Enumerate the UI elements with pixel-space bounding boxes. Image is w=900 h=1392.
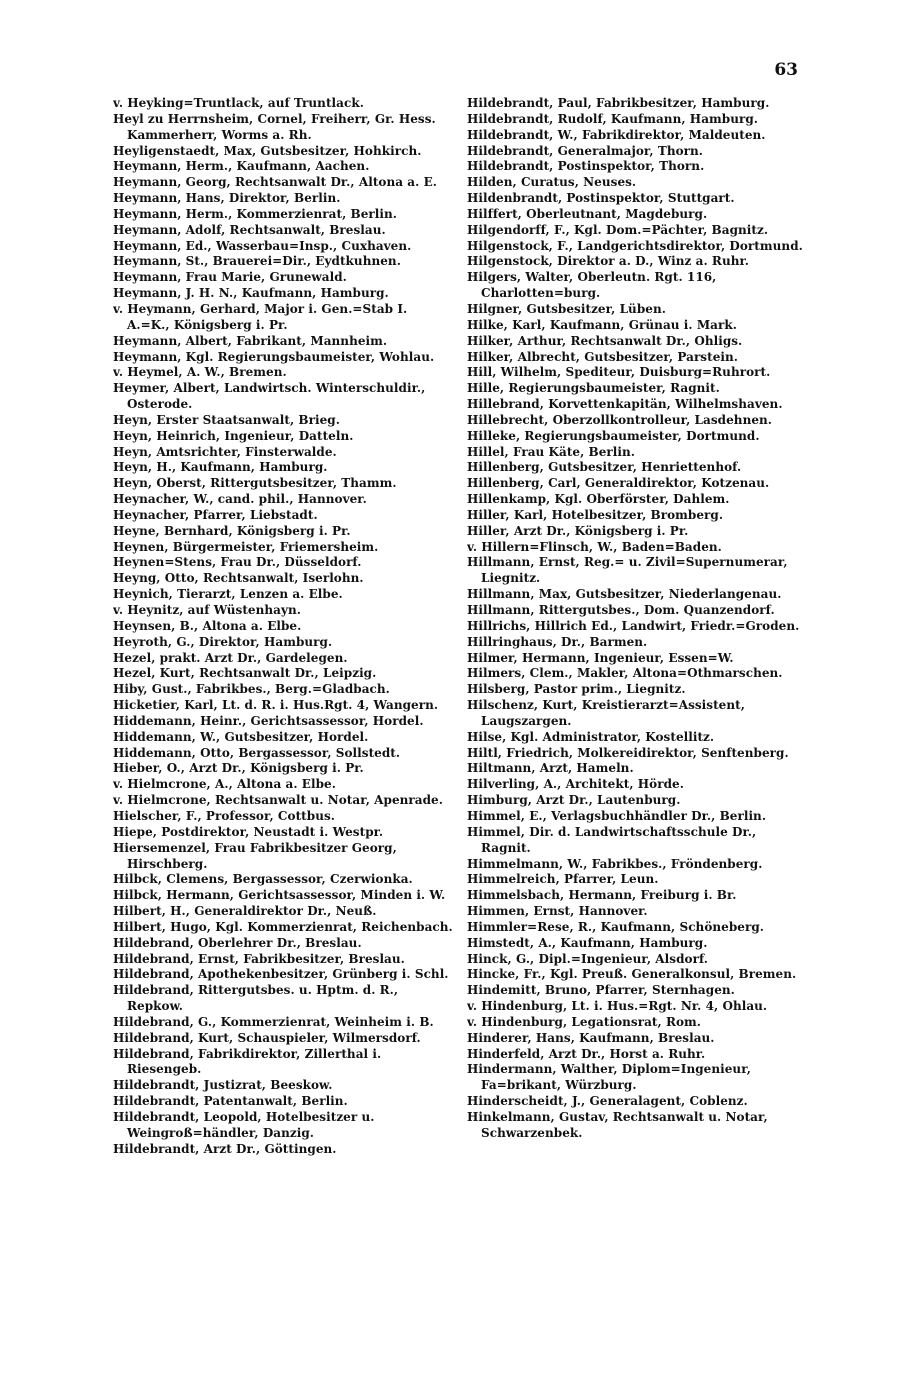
directory-entry: Hildebrandt, Paul, Fabrikbesitzer, Hamburg. (467, 96, 770, 110)
directory-entry: Hiddemann, Heinr., Gerichtsassessor, Hordel. (113, 713, 424, 728)
directory-entry: v. Hielmcrone, A., Altona a. Elbe. (113, 777, 336, 792)
directory-entry: Heyn, Oberst, Rittergutsbesitzer, Thamm. (113, 476, 397, 491)
directory-entry: Hiltl, Friedrich, Molkereidirektor, Senftenberg. (467, 745, 789, 760)
directory-entry: Hillenberg, Carl, Generaldirektor, Kotzenau. (467, 476, 770, 491)
directory-entry: Hillenberg, Gutsbesitzer, Henriettenhof. (467, 460, 742, 475)
directory-entry: Hilse, Kgl. Administrator, Kostellitz. (467, 729, 715, 744)
directory-entry: Hilke, Karl, Kaufmann, Grünau i. Mark. (467, 317, 737, 332)
directory-entry: Heyn, Amtsrichter, Finsterwalde. (113, 444, 337, 459)
directory-entry: Hillel, Frau Käte, Berlin. (467, 444, 636, 459)
directory-entry: Heyn, H., Kaufmann, Hamburg. (113, 460, 328, 475)
directory-entry: Hildebrand, Rittergutsbes. u. Hptm. d. R., Repkow. (113, 983, 399, 1014)
directory-entry: Hiltmann, Arzt, Hameln. (467, 761, 634, 776)
directory-entry: Heyroth, G., Direktor, Hamburg. (113, 634, 333, 649)
directory-entry: Hildebrandt, Justizrat, Beeskow. (113, 1078, 333, 1093)
directory-entry: Heymann, Adolf, Rechtsanwalt, Breslau. (113, 222, 386, 237)
directory-entry: Heymann, Herm., Kaufmann, Aachen. (113, 159, 370, 174)
directory-entry: v. Hindenburg, Legationsrat, Rom. (467, 1014, 701, 1029)
directory-entry: Hildebrandt, W., Fabrikdirektor, Maldeuten. (467, 127, 766, 142)
directory-entry: Hillmann, Max, Gutsbesitzer, Niederlangenau. (467, 587, 782, 602)
directory-entry: Hieber, O., Arzt Dr., Königsberg i. Pr. (113, 761, 364, 776)
directory-entry: Hielscher, F., Professor, Cottbus. (113, 808, 336, 823)
directory-entry: Hildebrand, Ernst, Fabrikbesitzer, Breslau. (113, 951, 405, 966)
directory-entry: Hinderfeld, Arzt Dr., Horst a. Ruhr. (467, 1046, 706, 1061)
directory-entry: Heynsen, B., Altona a. Elbe. (113, 618, 302, 633)
directory-entry: Hillmann, Ernst, Reg.= u. Zivil=Supernumerar, Liegnitz. (467, 555, 788, 586)
directory-entry: Hinkelmann, Gustav, Rechtsanwalt u. Notar, Schwarzenbek. (467, 1110, 768, 1140)
directory-entry: v. Heymann, Gerhard, Major i. Gen.=Stab I. A.=K., Königsberg i. Pr. (113, 301, 408, 332)
directory-entry: v. Hillern=Flinsch, W., Baden=Baden. (467, 539, 722, 554)
directory-entry: Hincke, Fr., Kgl. Preuß. Generalkonsul, Bremen. (467, 967, 797, 982)
directory-entry: Hilbert, H., Generaldirektor Dr., Neuß. (113, 904, 377, 919)
directory-entry: Himmel, Dir. d. Landwirtschaftsschule Dr., Ragnit. (467, 824, 757, 855)
directory-entry: Hillringhaus, Dr., Barmen. (467, 634, 648, 649)
directory-entry: Hilgenstock, F., Landgerichtsdirektor, Dortmund. (467, 238, 803, 253)
directory-entry: Hildebrand, Kurt, Schauspieler, Wilmersdorf. (113, 1030, 421, 1045)
directory-entry: Himburg, Arzt Dr., Lautenburg. (467, 793, 681, 808)
directory-entry: Heymann, Ed., Wasserbau=Insp., Cuxhaven. (113, 238, 412, 253)
directory-entry: Heynacher, W., cand. phil., Hannover. (113, 492, 367, 507)
directory-entry: Hilker, Albrecht, Gutsbesitzer, Parstein. (467, 349, 739, 364)
directory-entry: Himmen, Ernst, Hannover. (467, 904, 648, 919)
left-column (113, 96, 453, 1158)
directory-entry: Heyn, Heinrich, Ingenieur, Datteln. (113, 428, 354, 443)
directory-entry: Hille, Regierungsbaumeister, Ragnit. (467, 381, 720, 396)
directory-entry: Heynen=Stens, Frau Dr., Düsseldorf. (113, 555, 362, 570)
directory-entry: Himstedt, A., Kaufmann, Hamburg. (467, 935, 708, 950)
directory-entry: Heyn, Erster Staatsanwalt, Brieg. (113, 412, 340, 427)
right-column (467, 96, 807, 1142)
directory-entry: Hinderscheidt, J., Generalagent, Coblenz. (467, 1094, 748, 1109)
directory-entry: Hicketier, Karl, Lt. d. R. i. Hus.Rgt. 4, Wangern. (113, 698, 439, 713)
directory-entry: Heymann, J. H. N., Kaufmann, Hamburg. (113, 286, 389, 301)
directory-entry: Hilgendorff, F., Kgl. Dom.=Pächter, Bagnitz. (467, 222, 769, 237)
directory-entry: Heyligenstaedt, Max, Gutsbesitzer, Hohkirch. (113, 143, 422, 158)
directory-entry: Heymann, St., Brauerei=Dir., Eydtkuhnen. (113, 254, 401, 269)
directory-entry: Hiddemann, W., Gutsbesitzer, Hordel. (113, 729, 369, 744)
directory-entry: Heynen, Bürgermeister, Friemersheim. (113, 539, 379, 554)
directory-entry: Hildebrand, Fabrikdirektor, Zillerthal i. Riesengeb. (113, 1046, 382, 1077)
directory-entry: Heyne, Bernhard, Königsberg i. Pr. (113, 523, 351, 538)
directory-entry: Hildebrandt, Postinspektor, Thorn. (467, 159, 705, 174)
directory-entry: Hildebrandt, Leopold, Hotelbesitzer u. Weingroß=händler, Danzig. (113, 1110, 375, 1140)
page-number: 63 (774, 60, 798, 80)
directory-entry: Hilden, Curatus, Neuses. (467, 175, 637, 190)
directory-entry: Himmel, E., Verlagsbuchhändler Dr., Berlin. (467, 808, 767, 823)
directory-entry: Hillebrand, Korvettenkapitän, Wilhelmshaven. (467, 397, 783, 412)
directory-entry: Hilschenz, Kurt, Kreistierarzt=Assistent, Laugszargen. (467, 698, 745, 728)
directory-entry: Hillmann, Rittergutsbes., Dom. Quanzendorf. (467, 603, 775, 617)
directory-entry: Hiepe, Postdirektor, Neustadt i. Westpr. (113, 824, 384, 839)
directory-entry: Hildebrandt, Generalmajor, Thorn. (467, 143, 704, 158)
directory-entry: Heymann, Kgl. Regierungsbaumeister, Wohlau. (113, 349, 435, 364)
directory-entry: Heyng, Otto, Rechtsanwalt, Iserlohn. (113, 571, 364, 586)
directory-entry: Heymann, Albert, Fabrikant, Mannheim. (113, 333, 388, 348)
directory-entry: Himmelmann, W., Fabrikbes., Fröndenberg. (467, 856, 763, 871)
directory-entry: Hindermann, Walther, Diplom=Ingenieur, Fa=brikant, Würzburg. (467, 1062, 751, 1093)
directory-entry: Hiby, Gust., Fabrikbes., Berg.=Gladbach. (113, 682, 390, 697)
directory-entry: Hezel, prakt. Arzt Dr., Gardelegen. (113, 650, 348, 665)
directory-entry: Hilmers, Clem., Makler, Altona=Othmarschen. (467, 666, 783, 681)
directory-entry: Heymann, Herm., Kommerzienrat, Berlin. (113, 206, 398, 221)
directory-entry: v. Hindenburg, Lt. i. Hus.=Rgt. Nr. 4, Ohlau. (467, 999, 768, 1014)
directory-entry: Hilker, Arthur, Rechtsanwalt Dr., Ohligs. (467, 333, 743, 348)
directory-entry: Heyl zu Herrnsheim, Cornel, Freiherr, Gr. Hess. Kammerherr, Worms a. Rh. (113, 111, 436, 142)
directory-entry: v. Hielmcrone, Rechtsanwalt u. Notar, Apenrade. (113, 793, 443, 808)
directory-entry: Hilmer, Hermann, Ingenieur, Essen=W. (467, 650, 734, 665)
directory-entry: v. Heyking=Truntlack, auf Truntlack. (113, 96, 364, 110)
directory-entry: Hilgenstock, Direktor a. D., Winz a. Ruhr. (467, 254, 750, 269)
directory-entry: Heymer, Albert, Landwirtsch. Winterschuldir., Osterode. (113, 381, 426, 412)
directory-entry: Hilsberg, Pastor prim., Liegnitz. (467, 682, 686, 697)
directory-entry: Heymann, Georg, Rechtsanwalt Dr., Altona a. E. (113, 175, 438, 190)
directory-entry: Hilbert, Hugo, Kgl. Kommerzienrat, Reichenbach. (113, 919, 453, 934)
directory-entry: Hildenbrandt, Postinspektor, Stuttgart. (467, 191, 735, 206)
directory-entry: Hiersemenzel, Frau Fabrikbesitzer Georg, Hirschberg. (113, 840, 397, 871)
directory-entry: Himmelreich, Pfarrer, Leun. (467, 872, 659, 887)
directory-entry: Hilbck, Clemens, Bergassessor, Czerwionka. (113, 872, 413, 887)
directory-entry: Hinderer, Hans, Kaufmann, Breslau. (467, 1030, 715, 1045)
directory-entry: Heynich, Tierarzt, Lenzen a. Elbe. (113, 587, 343, 602)
directory-entry: Hildebrand, Oberlehrer Dr., Breslau. (113, 935, 362, 950)
directory-entry: Hilverling, A., Architekt, Hörde. (467, 777, 684, 792)
directory-entry: Hilffert, Oberleutnant, Magdeburg. (467, 206, 708, 221)
directory-entry: Hildebrandt, Arzt Dr., Göttingen. (113, 1141, 337, 1156)
directory-entry: Hildebrand, G., Kommerzienrat, Weinheim i. B. (113, 1014, 434, 1029)
directory-entry: Himmelsbach, Hermann, Freiburg i. Br. (467, 888, 737, 903)
directory-entry: Hilbck, Hermann, Gerichtsassessor, Minden i. W. (113, 888, 446, 903)
directory-entry: Hildebrand, Apothekenbesitzer, Grünberg i. Schl. (113, 967, 449, 982)
directory-entry: Himmler=Rese, R., Kaufmann, Schöneberg. (467, 919, 765, 934)
directory-entry: v. Heymel, A. W., Bremen. (113, 365, 287, 380)
directory-entry: v. Heynitz, auf Wüstenhayn. (113, 603, 302, 617)
directory-entry: Hilgers, Walter, Oberleutn. Rgt. 116, Charlotten=burg. (467, 270, 717, 301)
directory-entry: Heymann, Hans, Direktor, Berlin. (113, 191, 341, 206)
directory-entry: Hildebrandt, Patentanwalt, Berlin. (113, 1094, 348, 1109)
directory-entry: Hilleke, Regierungsbaumeister, Dortmund. (467, 428, 760, 443)
directory-entry: Hiller, Karl, Hotelbesitzer, Bromberg. (467, 507, 724, 522)
directory-entry: Hiddemann, Otto, Bergassessor, Sollstedt. (113, 745, 401, 760)
directory-entry: Hindemitt, Bruno, Pfarrer, Sternhagen. (467, 983, 735, 998)
directory-entry: Hinck, G., Dipl.=Ingenieur, Alsdorf. (467, 951, 708, 966)
directory-entry: Hildebrandt, Rudolf, Kaufmann, Hamburg. (467, 111, 759, 126)
directory-entry: Hillenkamp, Kgl. Oberförster, Dahlem. (467, 492, 730, 507)
directory-entry: Heynacher, Pfarrer, Liebstadt. (113, 507, 318, 522)
directory-entry: Hillrichs, Hillrich Ed., Landwirt, Friedr.=Groden. (467, 618, 800, 633)
directory-entry: Hezel, Kurt, Rechtsanwalt Dr., Leipzig. (113, 666, 377, 681)
directory-entry: Hillebrecht, Oberzollkontrolleur, Lasdehnen. (467, 412, 773, 427)
directory-entry: Hilgner, Gutsbesitzer, Lüben. (467, 301, 666, 316)
directory-entry: Heymann, Frau Marie, Grunewald. (113, 270, 347, 285)
directory-entry: Hill, Wilhelm, Spediteur, Duisburg=Ruhrort. (467, 365, 771, 380)
directory-entry: Hiller, Arzt Dr., Königsberg i. Pr. (467, 523, 689, 538)
